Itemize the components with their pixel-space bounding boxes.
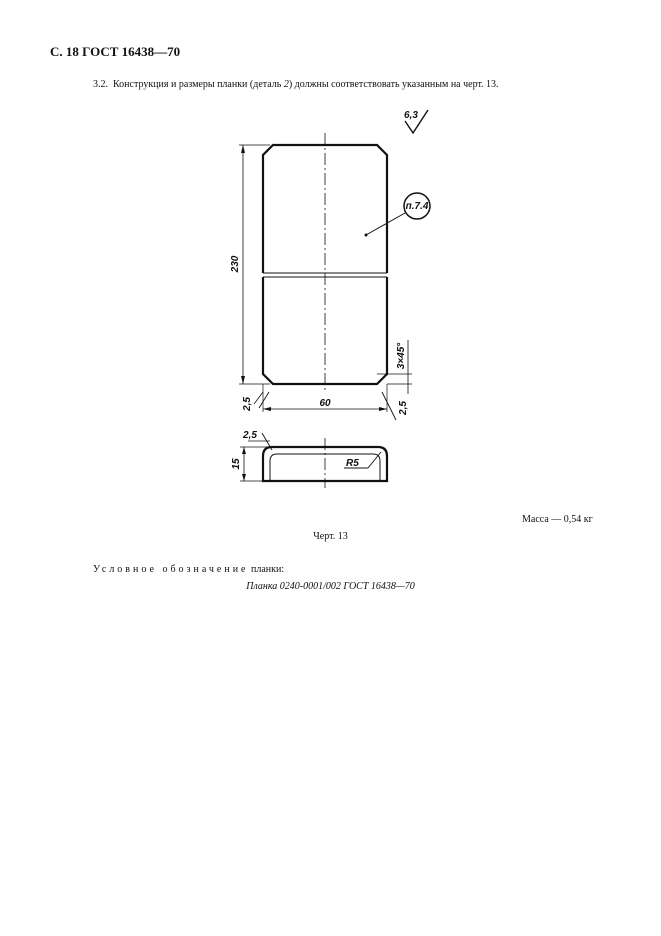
page-header: С. 18 ГОСТ 16438—70 — [50, 44, 181, 59]
note-ref: п.7.4 — [405, 201, 429, 212]
mass-note: Масса — 0,54 кг — [522, 514, 593, 525]
thickness-dim-text: 15 — [231, 458, 242, 470]
width-dim-text: 60 — [319, 398, 331, 409]
side-angle-dim-text: 2,5 — [243, 430, 257, 441]
note-leader — [366, 213, 405, 235]
paragraph-text-after: ) должны соответствовать указанным на черт. 13. — [288, 79, 499, 90]
right-angle-dim-text: 2,5 — [398, 401, 409, 415]
height-dim-text: 230 — [230, 255, 241, 273]
roughness-value: 6,3 — [404, 110, 418, 121]
paragraph-detail-no: 2 — [283, 79, 289, 90]
paragraph-text-before: Конструкция и размеры планки (деталь — [113, 79, 284, 90]
chamfer-dim-text: 3×45° — [396, 342, 407, 370]
designation-label-tail: планки: — [248, 564, 285, 575]
figure-caption: Черт. 13 — [313, 531, 348, 542]
paragraph-number: 3.2. — [93, 79, 108, 90]
designation-value: Планка 0240-0001/002 ГОСТ 16438—70 — [246, 581, 415, 592]
designation-label — [93, 564, 284, 575]
left-angle-dim-text: 2,5 — [242, 397, 253, 411]
radius-dim-text: R5 — [346, 458, 359, 469]
designation-label-spaced: Условное обозначение — [93, 564, 249, 575]
